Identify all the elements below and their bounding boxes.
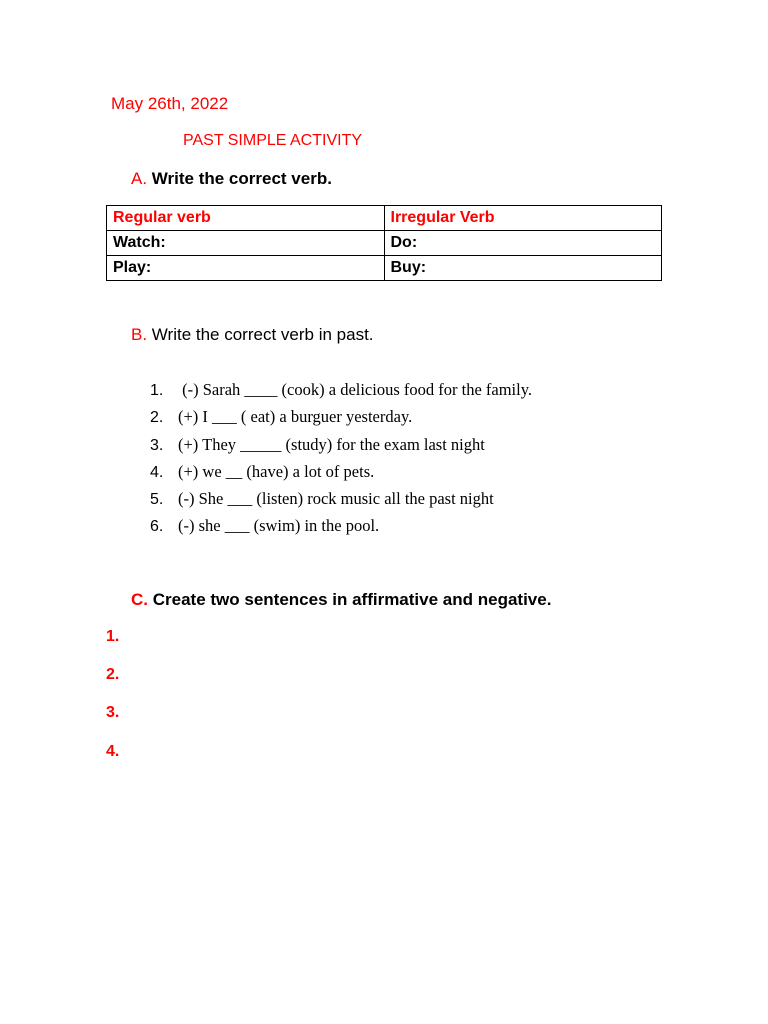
header-irregular-verb: Irregular Verb bbox=[384, 206, 662, 231]
item-number: 6. bbox=[150, 518, 164, 536]
worksheet-date: May 26th, 2022 bbox=[111, 94, 229, 113]
verb-table-header-row bbox=[107, 206, 662, 231]
section-b-letter: B. bbox=[131, 325, 148, 344]
verb-table bbox=[106, 205, 662, 281]
item-text: (-) She ___ (listen) rock music all the past night bbox=[178, 489, 494, 509]
answer-line-number: 1. bbox=[106, 628, 120, 645]
section-c-heading bbox=[131, 590, 551, 610]
section-c-instruction: Create two sentences in affirmative and negative. bbox=[152, 590, 552, 609]
section-a-letter: A. bbox=[131, 169, 148, 188]
item-text: (-) she ___ (swim) in the pool. bbox=[178, 516, 380, 536]
header-regular-verb: Regular verb bbox=[107, 206, 385, 231]
table-cell: Do: bbox=[384, 231, 662, 256]
table-cell: Watch: bbox=[107, 231, 385, 256]
list-item bbox=[150, 403, 532, 430]
table-row bbox=[107, 231, 662, 256]
list-item bbox=[150, 512, 532, 539]
item-text: (+) I ___ ( eat) a burguer yesterday. bbox=[178, 407, 413, 427]
item-number: 4. bbox=[150, 463, 164, 481]
table-cell: Play: bbox=[107, 256, 385, 281]
answer-line-number: 3. bbox=[106, 704, 120, 721]
section-a-heading bbox=[131, 169, 332, 189]
exercise-list bbox=[150, 376, 532, 540]
item-text: (-) Sarah ____ (cook) a delicious food for the family. bbox=[178, 380, 533, 399]
list-item bbox=[150, 376, 532, 403]
section-c-letter: C. bbox=[131, 590, 148, 609]
table-row bbox=[107, 256, 662, 281]
list-item bbox=[150, 485, 532, 512]
item-text: (+) They _____ (study) for the exam last night bbox=[178, 434, 485, 454]
section-b-instruction: Write the correct verb in past. bbox=[151, 325, 374, 344]
activity-title: PAST SIMPLE ACTIVITY bbox=[183, 132, 363, 149]
list-item bbox=[150, 458, 532, 485]
section-b-heading bbox=[131, 325, 374, 345]
item-number: 1. bbox=[150, 382, 164, 399]
answer-line-number: 4. bbox=[106, 743, 120, 760]
answer-line-number: 2. bbox=[106, 666, 120, 683]
table-cell: Buy: bbox=[384, 256, 662, 281]
list-item bbox=[150, 431, 532, 458]
item-number: 5. bbox=[150, 491, 164, 509]
item-number: 3. bbox=[150, 436, 164, 454]
item-text: (+) we __ (have) a lot of pets. bbox=[178, 461, 375, 481]
item-number: 2. bbox=[150, 409, 164, 427]
section-a-instruction: Write the correct verb. bbox=[151, 169, 332, 188]
